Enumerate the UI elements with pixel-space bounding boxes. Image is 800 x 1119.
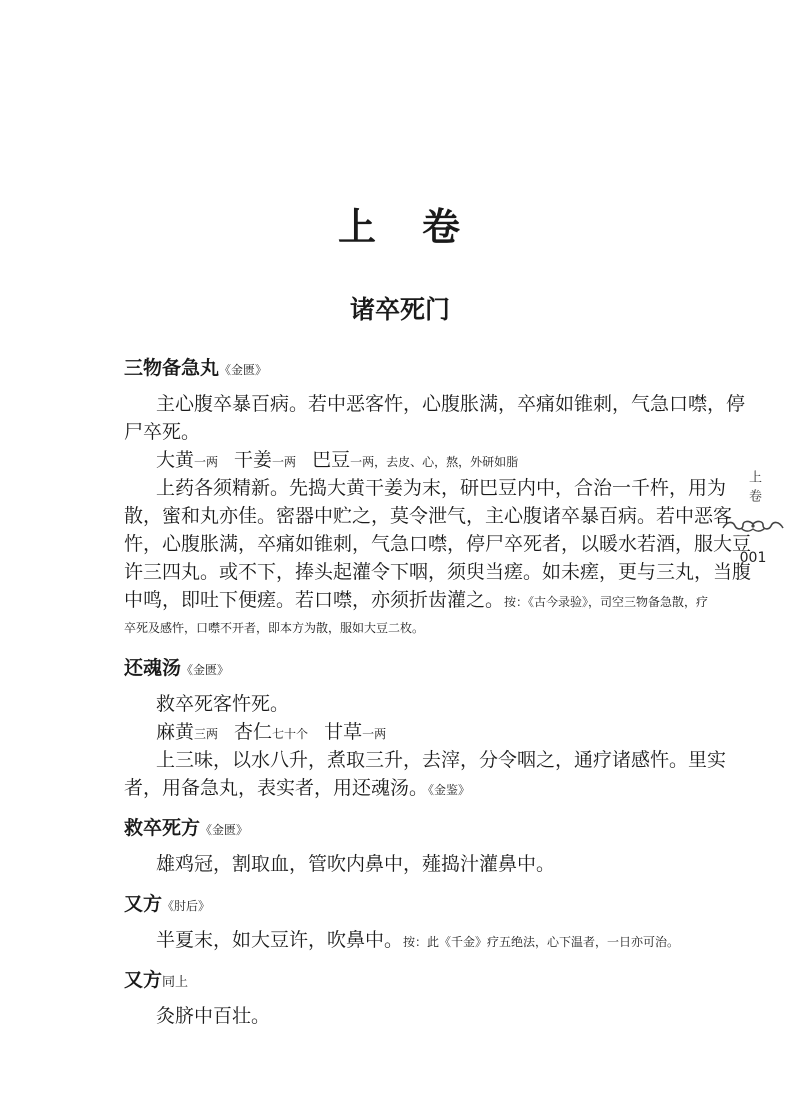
entry-title: 还魂汤 [124, 657, 182, 679]
herb-dose: 一两 [362, 727, 387, 741]
entry-source: 同上 [162, 975, 189, 990]
entry-title: 又方 [124, 893, 163, 915]
volume-title [0, 196, 800, 251]
side-margin [718, 462, 788, 566]
entry-title: 救卒死方 [124, 817, 201, 839]
paragraph-line: 上药各须精新。先捣大黄干姜为末，研巴豆内中，合治一千杵，用为 [156, 477, 727, 499]
paragraph-line: 忤，心腹胀满，卒痛如锥刺，气急口噤，停尸卒死者，以暖水若酒，服大豆 [124, 533, 752, 555]
herb-name: 杏仁 [234, 721, 273, 743]
paragraph-line: 上三味，以水八升，煮取三升，去滓，分令咽之，通疗诸感忤。里实 [156, 749, 727, 771]
paragraph-line: 尸卒死。 [124, 421, 201, 443]
main-text [124, 354, 752, 1030]
paragraph-line [124, 926, 694, 954]
herb-dose: 七十个 [272, 727, 309, 741]
herb-name: 大黄 [156, 449, 195, 471]
source-note: 《金鉴》 [428, 783, 471, 797]
entry-heading [124, 354, 694, 382]
paragraph-text: 中鸣，即吐下便瘥。若口噤，亦须折齿灌之。 [124, 589, 505, 611]
paragraph-line: 灸脐中百壮。 [156, 1005, 271, 1027]
entry-heading [124, 966, 694, 994]
entry-source: 《金匮》 [181, 663, 230, 677]
herb-dose: 一两 [272, 455, 297, 469]
herb-name: 干姜 [234, 449, 273, 471]
entry-title: 三物备急丸 [124, 357, 220, 379]
herb-dose: 三两 [194, 727, 219, 741]
cloud-ornament-icon [718, 518, 788, 538]
section-title: 诸卒死门 [349, 295, 450, 324]
entry-heading [124, 890, 694, 918]
entry-source: 《肘后》 [162, 899, 211, 913]
paragraph-text: 者，用备急丸，表实者，用还魂汤。 [124, 777, 429, 799]
herb-name: 巴豆 [312, 449, 351, 471]
herb-list [124, 446, 694, 474]
entry-heading [124, 814, 694, 842]
paragraph-line: 许三四丸。或不下，捧头起灌令下咽，须臾当瘥。如未瘥，更与三丸，当腹 [124, 561, 752, 583]
herb-list [124, 718, 694, 746]
running-head: 上卷 [746, 470, 761, 508]
volume-title-char-1: 上 [337, 204, 378, 249]
entry-source: 《金匮》 [219, 363, 268, 377]
volume-title-char-2: 卷 [422, 204, 463, 249]
paragraph-line: 散，蜜和丸亦佳。密器中贮之，莫令泄气，主心腹诸卒暴百病。若中恶客 [124, 505, 733, 527]
paragraph-line: 救卒死客忤死。 [156, 693, 290, 715]
paragraph-line: 雄鸡冠，割取血，管吹内鼻中，薤捣汁灌鼻中。 [156, 853, 556, 875]
herb-dose: 一两，去皮、心，熬，外研如脂 [350, 455, 519, 469]
herb-dose: 一两 [194, 455, 219, 469]
entry-heading [124, 654, 694, 682]
paragraph-text: 半夏末，如大豆许，吹鼻中。 [156, 929, 404, 951]
herb-name: 麻黄 [156, 721, 195, 743]
page-number: 001 [739, 550, 767, 566]
commentary-note: 卒死及感忤，口噤不开者，即本方为散，服如大豆二枚。 [124, 621, 425, 635]
herb-name: 甘草 [324, 721, 363, 743]
entry-title: 又方 [124, 969, 163, 991]
paragraph-line [124, 586, 709, 614]
commentary-note: 按：此《千金》疗五绝法，心下温者，一日亦可治。 [403, 935, 680, 949]
entry-source: 《金匮》 [200, 823, 249, 837]
paragraph-line [124, 774, 694, 802]
commentary-note: 按：《古今录验》，司空三物备急散，疗 [504, 595, 709, 609]
paragraph-line: 主心腹卒暴百病。若中恶客忤，心腹胀满，卒痛如锥刺，气急口噤，停 [156, 393, 746, 415]
